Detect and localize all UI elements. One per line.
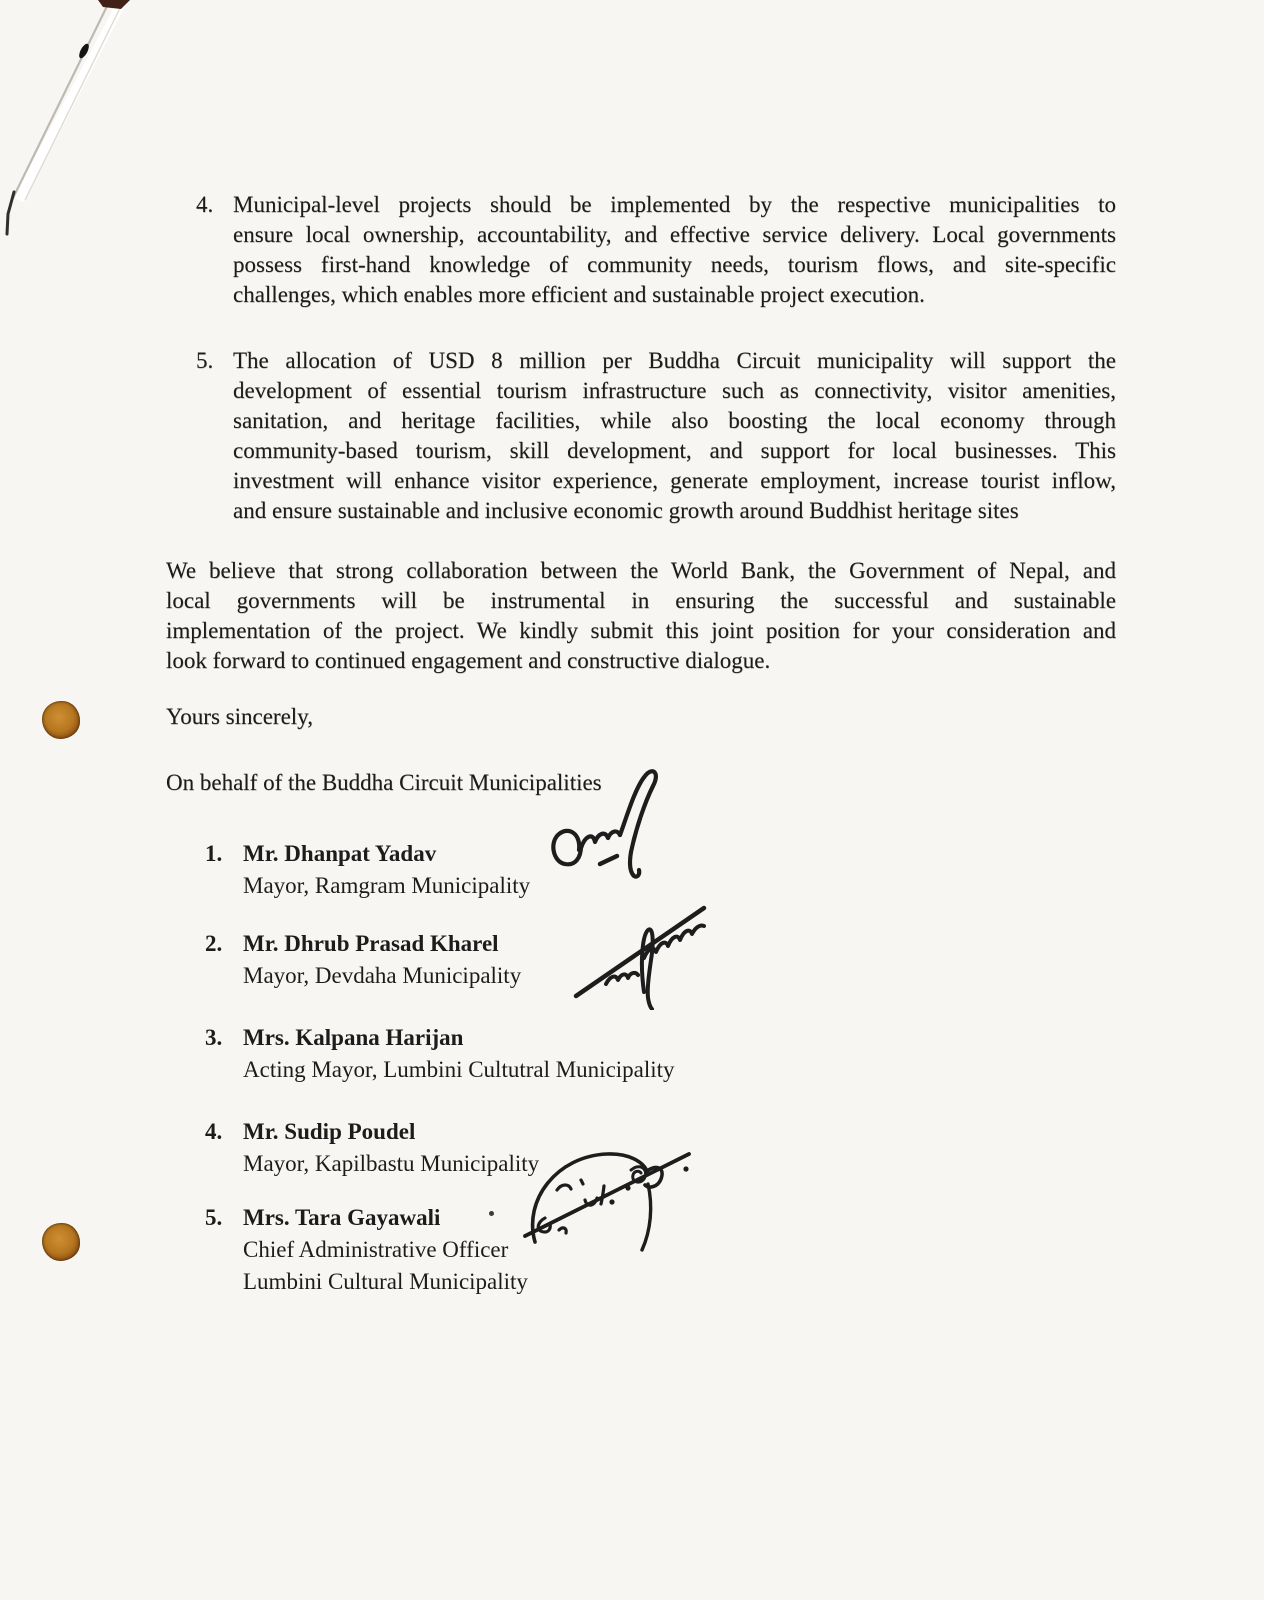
signatory-number: 5. bbox=[205, 1205, 223, 1230]
signatory-number: 3. bbox=[205, 1025, 223, 1050]
numbered-point-5 bbox=[196, 346, 1116, 526]
text-line: investment will enhance visitor experience, generate employment, increase tourist inflow, bbox=[233, 468, 1116, 493]
signatory-1 bbox=[205, 838, 530, 902]
closing-paragraph bbox=[166, 556, 1116, 676]
text-line: development of essential tourism infrastructure such as connectivity, visitor amenities, bbox=[233, 378, 1116, 403]
signatory-name: Mr. Dhrub Prasad Kharel bbox=[243, 931, 499, 956]
text-line: Municipal-level projects should be implemented by the respective municipalities to bbox=[233, 192, 1116, 217]
punch-hole-top bbox=[42, 701, 80, 739]
signatory-name: Mr. Sudip Poudel bbox=[243, 1119, 416, 1144]
punch-hole-bottom bbox=[42, 1223, 80, 1261]
signatory-4 bbox=[205, 1116, 539, 1180]
point-text bbox=[233, 346, 1116, 526]
text-line: We believe that strong collaboration between the World Bank, the Government of Nepal, and bbox=[166, 558, 1116, 583]
on-behalf-line: On behalf of the Buddha Circuit Municipalities bbox=[166, 770, 602, 795]
text-line: challenges, which enables more efficient and sustainable project execution. bbox=[233, 282, 925, 307]
text-line: The allocation of USD 8 million per Buddha Circuit municipality will support the bbox=[233, 348, 1116, 373]
text-line: ensure local ownership, accountability, and effective service delivery. Local governments bbox=[233, 222, 1116, 247]
signatory-name: Mr. Dhanpat Yadav bbox=[243, 841, 437, 866]
signatory-name: Mrs. Kalpana Harijan bbox=[243, 1025, 464, 1050]
signatory-number: 1. bbox=[205, 841, 223, 866]
signatory-number: 2. bbox=[205, 931, 223, 956]
text-line: and ensure sustainable and inclusive economic growth around Buddhist heritage sites bbox=[233, 498, 1019, 523]
signatory-5 bbox=[205, 1202, 528, 1298]
point-number: 5. bbox=[196, 348, 214, 373]
numbered-point-4 bbox=[196, 190, 1116, 310]
text-line: look forward to continued engagement and constructive dialogue. bbox=[166, 648, 771, 673]
signatory-details bbox=[243, 1116, 539, 1180]
point-number: 4. bbox=[196, 192, 214, 217]
signatory-title: Mayor, Ramgram Municipality bbox=[243, 873, 531, 898]
text-line: sanitation, and heritage facilities, while also boosting the local economy through bbox=[233, 408, 1116, 433]
signatory-name: Mrs. Tara Gayawali bbox=[243, 1205, 441, 1230]
signature-tara-gayawali-icon bbox=[515, 1142, 705, 1264]
signatory-title: Acting Mayor, Lumbini Cultutral Municipality bbox=[243, 1057, 675, 1082]
signatory-title: Lumbini Cultural Municipality bbox=[243, 1269, 528, 1294]
signatory-details bbox=[243, 928, 521, 992]
signatory-title: Chief Administrative Officer bbox=[243, 1237, 509, 1262]
signatory-title: Mayor, Kapilbastu Municipality bbox=[243, 1151, 540, 1176]
signatory-3 bbox=[205, 1022, 675, 1086]
signature-dhrub-prasad-kharel-icon bbox=[570, 878, 710, 1010]
point-text bbox=[233, 190, 1116, 310]
signatory-2 bbox=[205, 928, 521, 992]
ink-speck bbox=[489, 1211, 494, 1216]
signatory-title: Mayor, Devdaha Municipality bbox=[243, 963, 522, 988]
text-line: possess first-hand knowledge of community needs, tourism flows, and site-specific bbox=[233, 252, 1116, 277]
signatory-number: 4. bbox=[205, 1119, 223, 1144]
text-line: implementation of the project. We kindly submit this joint position for your consideration and bbox=[166, 618, 1116, 643]
signatory-details bbox=[243, 1022, 675, 1086]
signatory-details bbox=[243, 1202, 528, 1298]
signatory-details bbox=[243, 838, 530, 902]
valediction: Yours sincerely, bbox=[166, 704, 313, 729]
text-line: community-based tourism, skill development, and support for local businesses. This bbox=[233, 438, 1116, 463]
text-line: local governments will be instrumental in ensuring the successful and sustainable bbox=[166, 588, 1116, 613]
